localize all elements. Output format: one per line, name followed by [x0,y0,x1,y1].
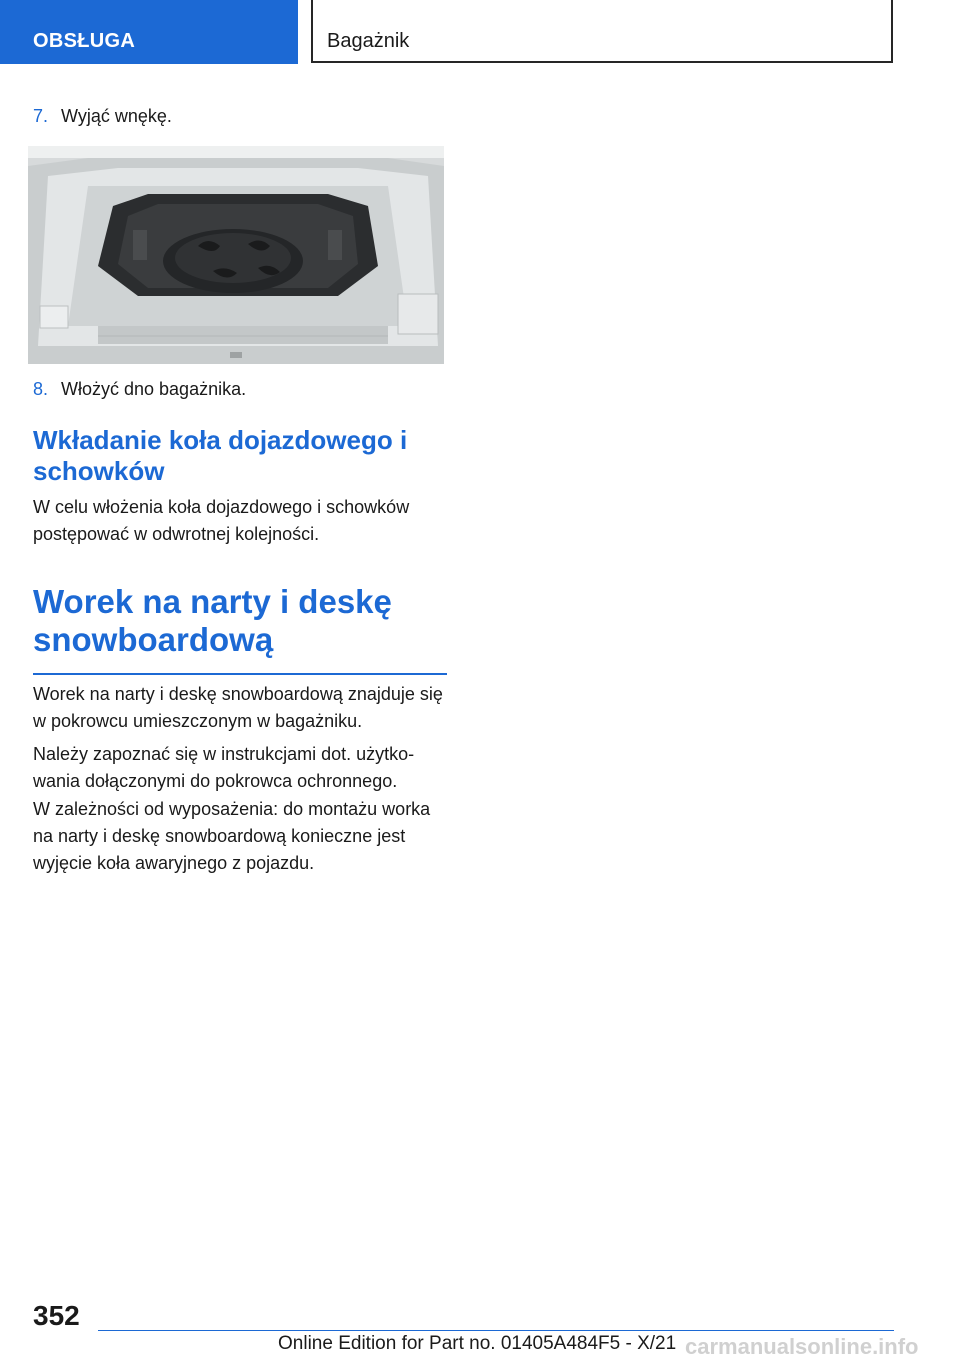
section-heading: Worek na narty i deskę snowboardową [33,583,447,675]
footer-edition: Online Edition for Part no. 01405A484F5 - X/21 [278,1333,677,1354]
step-8 [33,379,246,400]
page-number: 352 [33,1300,80,1331]
step-number: 8. [33,379,49,399]
step-7 [33,106,172,127]
subsection-heading: Wkładanie koła dojazdowego i schowków [33,425,408,486]
section-tab [0,0,298,64]
footer-divider [98,1330,894,1331]
subsection-paragraph: W celu włożenia koła dojazdowego i schowków postępować w odwrotnej kolejności. [33,497,410,544]
paragraph-3: W zależności od wyposażenia: do montażu worka na narty i deskę snowboardową konieczne jest wyjęcie koła awaryjnego z pojazdu. [33,799,431,873]
trunk-illustration [28,146,444,364]
section-title: OBSŁUGA [33,30,136,52]
trunk-photo [28,146,444,364]
watermark: carmanualsonline.info [685,1334,919,1359]
paragraph-2: Należy zapoznać się w instrukcjami dot. użytko‐wania dołączonymi do pokrowca ochronnego. [33,744,415,791]
step-text: Wyjąć wnękę. [61,106,172,126]
chapter-tab [311,0,893,63]
step-number: 7. [33,106,49,126]
chapter-title: Bagażnik [327,30,410,52]
step-text: Włożyć dno bagażnika. [61,379,247,399]
paragraph-1: Worek na narty i deskę snowboardową znajduje się w pokrowcu umieszczonym w bagażniku. [33,684,443,731]
